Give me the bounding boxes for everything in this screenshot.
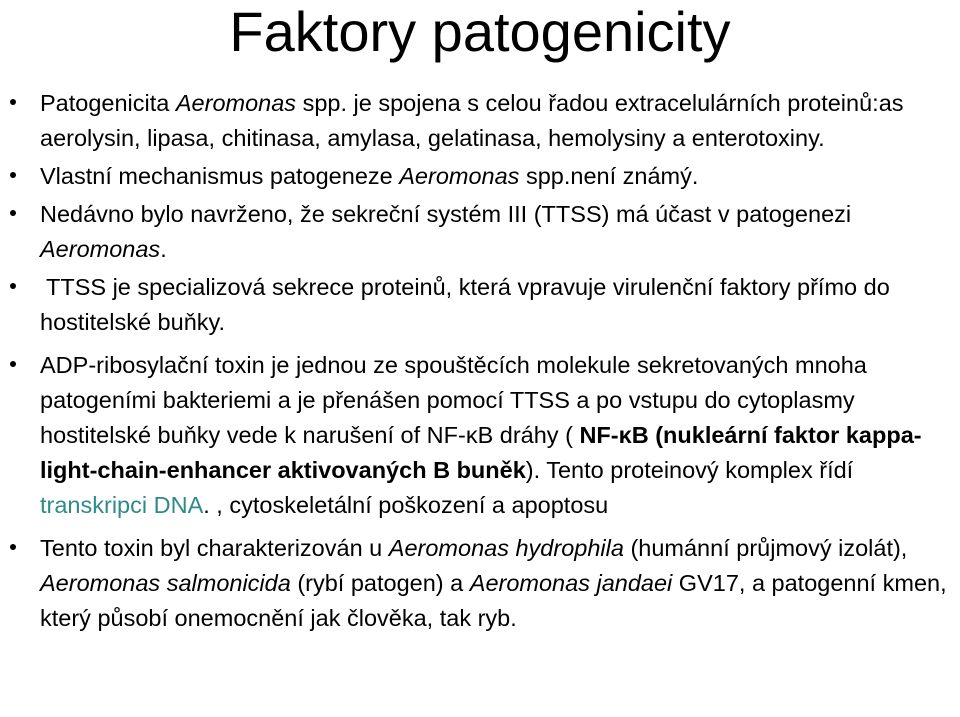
bullet-text: [40, 201, 851, 262]
bullet-dot-icon: [10, 544, 16, 550]
text-run: .: [160, 236, 167, 262]
bullet-text: [40, 352, 922, 518]
text-run: spp. je spojena s celou řadou extracelulárních proteinů:as aerolysin, lipasa, chitinasa, amylasa, gelatinasa, hemolysiny a enterotoxiny.: [40, 90, 904, 151]
text-run: ). Tento proteinový komplex řídí: [525, 457, 854, 483]
bullet-item-3: [0, 197, 960, 267]
bullet-dot-icon: [10, 172, 16, 178]
bullet-dot-icon: [10, 99, 16, 105]
bullet-text: [40, 163, 698, 189]
text-run: Tento toxin byl charakterizován u: [40, 535, 389, 561]
bullet-text: [40, 274, 890, 335]
text-run: Vlastní mechanismus patogeneze: [40, 163, 400, 189]
text-run: . , cytoskeletální poškození a apoptosu: [203, 492, 609, 518]
link-dna[interactable]: DNA: [153, 492, 204, 518]
genus-name: Aeromonas: [40, 236, 161, 262]
text-run: (rybí patogen) a: [290, 570, 470, 596]
slide-title: Faktory patogenicity: [229, 0, 731, 63]
bullet-dot-icon: [10, 283, 16, 289]
bullet-item-1: [0, 86, 960, 156]
text-run: spp.není známý.: [519, 163, 699, 189]
bullet-list: [0, 86, 960, 636]
bold-term: NF-κB (nukleární faktor kappa-light-chain-enhancer aktivovaných B buněk: [40, 422, 922, 483]
text-run: Nedávno bylo navrženo, že sekreční systém III (TTSS) má účast v patogenezi: [40, 201, 852, 227]
text-run: GV17, a patogenní kmen, který působí onemocnění jak člověka, tak ryb.: [40, 570, 947, 631]
link-transkripci[interactable]: transkripci: [40, 492, 148, 518]
bullet-item-4: [0, 270, 960, 340]
species-name: Aeromonas hydrophila: [388, 535, 624, 561]
species-name: Aeromonas jandaei: [469, 570, 673, 596]
genus-name: Aeromonas: [399, 163, 520, 189]
species-name: Aeromonas salmonicida: [40, 570, 291, 596]
bullet-dot-icon: [10, 361, 16, 367]
bullet-dot-icon: [10, 210, 16, 216]
bullet-item-6: [0, 531, 960, 636]
bullet-text: [40, 90, 904, 151]
text-run: TTSS je specializová sekrece proteinů, která vpravuje virulenční faktory přímo do hostitelské buňky.: [40, 274, 890, 335]
bullet-item-5: [0, 348, 960, 523]
genus-name: Aeromonas: [175, 90, 297, 116]
text-run: (humánní průjmový izolát),: [623, 535, 908, 561]
bullet-text: [40, 535, 947, 631]
bullet-item-2: [0, 159, 960, 194]
text-run: ADP-ribosylační toxin je jednou ze spouštěcích molekule sekretovaných mnoha patogeními bakteriemi a je přenášen pomocí TTSS a po vstupu do cytoplasmy hostitelské buňky vede k narušení of NF-κB dráhy (: [40, 352, 867, 448]
text-run: Patogenicita: [40, 90, 176, 116]
